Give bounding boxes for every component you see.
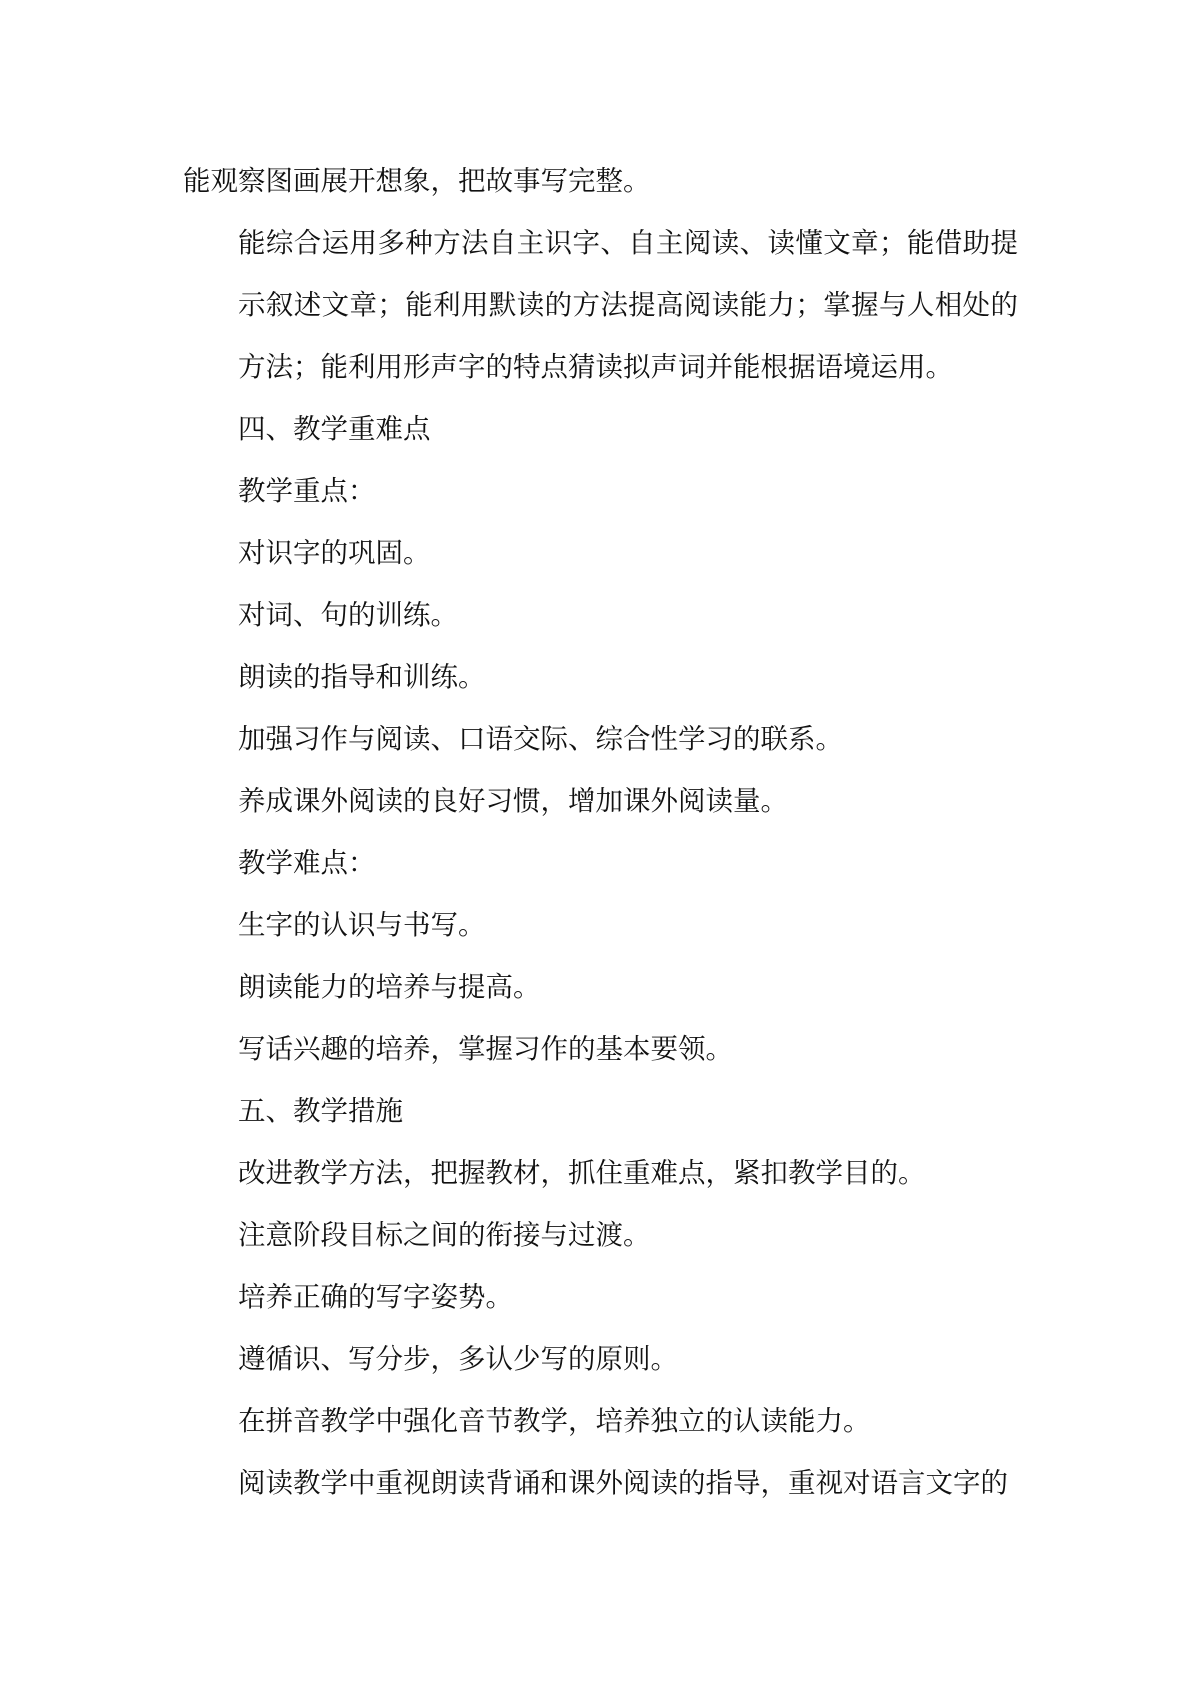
list-item: 朗读能力的培养与提高。 — [238, 971, 541, 1003]
list-item: 加强习作与阅读、口语交际、综合性学习的联系。 — [238, 723, 843, 755]
list-item: 朗读的指导和训练。 — [238, 661, 486, 693]
list-item: 对识字的巩固。 — [238, 537, 431, 569]
list-item: 生字的认识与书写。 — [238, 909, 486, 941]
list-item: 培养正确的写字姿势。 — [238, 1281, 513, 1313]
subheading-key-points: 教学重点： — [238, 475, 376, 507]
list-item: 养成课外阅读的良好习惯，增加课外阅读量。 — [238, 785, 788, 817]
list-item: 阅读教学中重视朗读背诵和课外阅读的指导，重视对语言文字的 — [238, 1467, 1008, 1499]
list-item: 对词、句的训练。 — [238, 599, 458, 631]
paragraph-2: 能综合运用多种方法自主识字、自主阅读、读懂文章；能借助提示叙述文章；能利用默读的方法提高阅读能力；掌握与人相处的方法；能利用形声字的特点猜读拟声词并能根据语境运用。 — [238, 227, 1018, 383]
list-item: 遵循识、写分步，多认少写的原则。 — [238, 1343, 678, 1375]
paragraph-1: 能观察图画展开想象，把故事写完整。 — [183, 165, 651, 197]
list-item: 注意阶段目标之间的衔接与过渡。 — [238, 1219, 651, 1251]
list-item: 改进教学方法，把握教材，抓住重难点，紧扣教学目的。 — [238, 1157, 926, 1189]
section-heading-5: 五、教学措施 — [238, 1095, 403, 1127]
section-heading-4: 四、教学重难点 — [238, 413, 431, 445]
list-item: 在拼音教学中强化音节教学，培养独立的认读能力。 — [238, 1405, 871, 1437]
subheading-difficulties: 教学难点： — [238, 847, 376, 879]
document-body — [183, 150, 1018, 1514]
list-item: 写话兴趣的培养，掌握习作的基本要领。 — [238, 1033, 733, 1065]
